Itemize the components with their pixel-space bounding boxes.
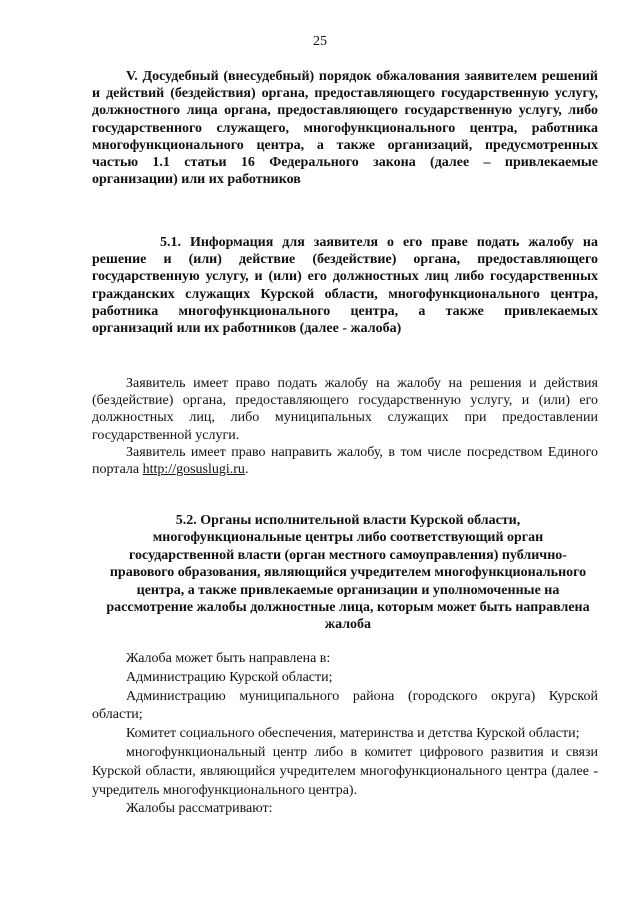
- section-5-2-body: [92, 650, 598, 819]
- section-5-1-paragraph-1: Заявитель имеет право подать жалобу на жалобу на решения и действия (бездействие) органа, предоставляющего государственную услугу, и (или) его должностных лиц, либо муниципальных служащих при предоставлении государственной услуги.: [92, 376, 598, 443]
- page-number: 25: [313, 34, 327, 49]
- list-item-1: Администрацию Курской области;: [126, 669, 333, 685]
- section-5-2-closing: Жалобы рассматривают:: [126, 801, 273, 817]
- gosuslugi-link[interactable]: http://gosuslugi.ru: [142, 462, 245, 478]
- section-5-2-heading: [100, 512, 596, 634]
- list-item-2: Администрацию муниципального района (городского округа) Курской области;: [92, 688, 598, 723]
- section-5-1-heading: [92, 234, 598, 337]
- section-5-1-body: [92, 375, 598, 478]
- section-5-2-heading-text: 5.2. Органы исполнительной власти Курской области, многофункциональные центры либо соответствующий орган государственной власти (орган местного самоуправления) публично-правового образования, являющийся учредителем многофункционального центра, а также привлекаемые организации и уполномоченные на рассмотрение жалобы должностные лица, которым может быть направлена жалоба: [106, 513, 590, 633]
- list-item-4: многофункциональный центр либо в комитет цифрового развития и связи Курской области, являющийся учредителем многофункционального центра (далее - учредитель многофункционального центра).: [92, 744, 598, 798]
- section-5-heading-text: V. Досудебный (внесудебный) порядок обжалования заявителем решений и действий (бездействия) органа, предоставляющего государственную услугу, должностного лица органа, предоставляющего государственную услугу, либо государственного служащего, многофункционального центра, работника многофункционального центра, а также организаций, предусмотренных частью 1.1 статьи 16 Федерального закона (далее – привлекаемые организации) или их работников: [92, 69, 598, 188]
- section-5-1-paragraph-2: [92, 444, 598, 478]
- paragraph-2-text: Заявитель имеет право направить жалобу, в том числе посредством Единого портала: [92, 444, 598, 478]
- paragraph-2-end: .: [244, 462, 249, 478]
- section-5-heading: [92, 68, 598, 188]
- section-5-2-intro: Жалоба может быть направлена в:: [126, 651, 331, 666]
- list-item-3: Комитет социального обеспечения, материнства и детства Курской области;: [126, 726, 580, 742]
- section-5-1-heading-text: 5.1. Информация для заявителя о его праве подать жалобу на решение и (или) действие (бездействие) органа, предоставляющего государственную услугу, и (или) его должностных лиц либо государственных гражданских служащих Курской области, многофункционального центра, работника многофункционального центра, а также привлекаемых организаций или их работников (далее - жалоба): [92, 235, 598, 337]
